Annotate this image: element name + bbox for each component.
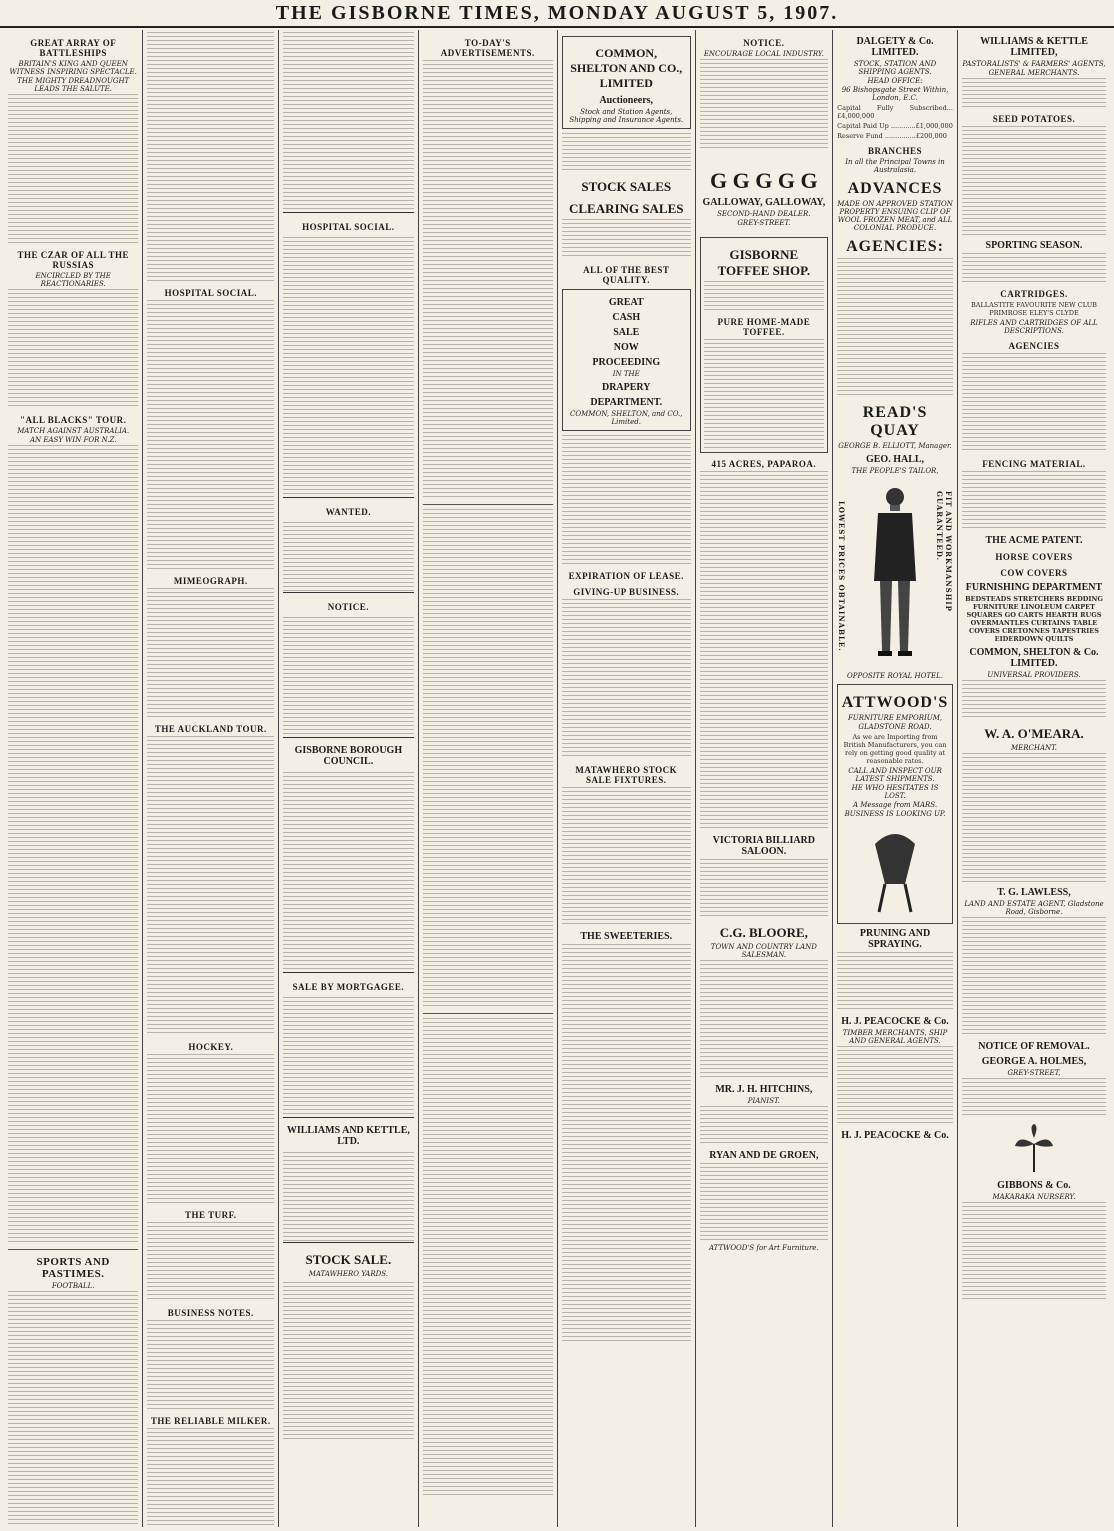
peacocke-name: H. J. PEACOCKE & Co. — [841, 1016, 949, 1027]
agencies-list — [962, 353, 1106, 453]
headline-all-blacks: "ALL BLACKS" TOUR. — [19, 415, 127, 425]
column-3 — [279, 30, 418, 1527]
common-shelton-ad — [562, 36, 691, 129]
column-5 — [558, 30, 696, 1527]
rifles-cartridges: RIFLES AND CARTRIDGES OF ALL DESCRIPTIONS. — [970, 319, 1098, 335]
universal-providers: UNIVERSAL PROVIDERS. — [987, 671, 1081, 679]
column-7 — [833, 30, 958, 1527]
article-text — [962, 78, 1106, 108]
article-text — [962, 253, 1106, 283]
galloway-g-letters: G G G G G — [710, 168, 818, 193]
article-text — [8, 1291, 138, 1527]
hesitates-lost: HE WHO HESITATES IS LOST. — [851, 784, 939, 800]
head-office-label: HEAD OFFICE: — [867, 77, 923, 85]
headline-borough-council: GISBORNE BOROUGH COUNCIL. — [294, 745, 403, 767]
article-text — [962, 471, 1106, 531]
general-merchants: GENERAL MERCHANTS. — [988, 69, 1080, 77]
agencies-list — [837, 258, 953, 398]
column-4 — [419, 30, 558, 1527]
headline-giving-up: GIVING-UP BUSINESS. — [573, 587, 680, 597]
sale-label: SALE — [613, 327, 640, 338]
cash-sale-ad — [562, 289, 691, 431]
hitchins-name: MR. J. H. HITCHINS, — [715, 1084, 813, 1095]
cartridge-brands: BALLASTITE FAVOURITE NEW CLUB PRIMROSE ELEY'S CLYDE — [970, 301, 1097, 317]
subhead-matawhero-yards: MATAWHERO YARDS. — [308, 1270, 389, 1278]
gladstone-road: GLADSTONE ROAD. — [858, 723, 932, 731]
fencing-material: FENCING MATERIAL. — [982, 459, 1086, 469]
headline-mimeograph: MIMEOGRAPH. — [173, 576, 248, 586]
dalgety-trade: STOCK, STATION AND SHIPPING AGENTS. — [853, 60, 937, 76]
cash-label: CASH — [612, 312, 641, 323]
article-text — [962, 917, 1106, 1037]
article-text — [283, 997, 413, 1117]
headline-best-quality: ALL OF THE BEST QUALITY. — [583, 265, 670, 285]
opposite-royal-hotel: OPPOSITE ROYAL HOTEL. — [847, 672, 944, 680]
headline-hospital-social: HOSPITAL SOCIAL. — [164, 288, 257, 298]
article-text — [700, 59, 829, 149]
article-text — [8, 94, 138, 244]
headline-todays-ads: TO-DAY'S ADVERTISEMENTS. — [440, 38, 535, 58]
headline-reliable-milker: THE RELIABLE MILKER. — [150, 1416, 271, 1426]
lawless-name: T. G. LAWLESS, — [997, 887, 1071, 898]
cow-covers: COW COVERS — [1000, 568, 1068, 578]
headline-auckland-tour: THE AUCKLAND TOUR. — [154, 724, 267, 734]
furniture-emporium: FURNITURE EMPORIUM, — [847, 714, 943, 722]
article-text — [837, 1046, 953, 1126]
article-text — [283, 237, 413, 497]
billiard-saloon: VICTORIA BILLIARD SALOON. — [712, 835, 815, 857]
article-text — [147, 32, 274, 282]
article-text — [837, 952, 953, 1012]
galloway-trade: SECOND-HAND DEALER. — [717, 210, 811, 218]
article-text — [700, 1163, 829, 1243]
article-text — [283, 1152, 413, 1242]
inspect-shipments: CALL AND INSPECT OUR LATEST SHIPMENTS. — [848, 767, 942, 783]
headline-notice: NOTICE. — [327, 602, 369, 612]
headline-paparoa: 415 ACRES, PAPAROA. — [711, 459, 817, 469]
columns — [4, 30, 1110, 1527]
business-looking-up: BUSINESS IS LOOKING UP. — [844, 810, 946, 818]
headline-sweeteries: THE SWEETERIES. — [580, 931, 673, 942]
column-8 — [958, 30, 1110, 1527]
proceeding-label: PROCEEDING — [592, 357, 661, 368]
sporting-season: SPORTING SEASON. — [985, 240, 1083, 251]
classified-ads — [423, 60, 553, 500]
company-name: COMMON, SHELTON AND CO., LIMITED — [570, 46, 683, 90]
branches-text: In all the Principal Towns in Australasia. — [845, 158, 945, 174]
headline-hospital-social-2: HOSPITAL SOCIAL. — [302, 222, 395, 232]
headline-matawhero-fixtures: MATAWHERO STOCK SALE FIXTURES. — [575, 765, 678, 785]
article-text — [283, 1282, 413, 1442]
subhead-king-queen: BRITAIN'S KING AND QUEEN WITNESS INSPIRING SPECTACLE. — [9, 60, 137, 76]
article-text — [147, 736, 274, 1036]
makaraka-nursery: MAKARAKA NURSERY. — [992, 1193, 1076, 1201]
attwoods-ad — [837, 684, 953, 924]
reserve-fund: Reserve Fund ...............£200,000 — [837, 132, 947, 140]
galloway-name: GALLOWAY, GALLOWAY, — [702, 197, 826, 208]
common-shelton-8: COMMON, SHELTON & Co. LIMITED. — [969, 647, 1099, 669]
headline-stock-sale: STOCK SALE. — [305, 1252, 392, 1267]
article-text — [700, 1106, 829, 1146]
hitchins-trade: PIANIST. — [747, 1097, 780, 1105]
attwoods-name: ATTWOOD'S — [841, 694, 949, 711]
williams-kettle-name: WILLIAMS & KETTLE LIMITED, — [980, 36, 1088, 58]
pruning-spraying: PRUNING AND SPRAYING. — [859, 928, 931, 950]
article-text — [704, 281, 825, 311]
in-the-label: IN THE — [612, 370, 640, 378]
column-2 — [143, 30, 279, 1527]
bloore-trade: TOWN AND COUNTRY LAND SALESMAN. — [710, 943, 817, 959]
divider — [423, 1013, 553, 1014]
subhead-easy-win: AN EASY WIN FOR N.Z. — [29, 436, 117, 444]
cartridges: CARTRIDGES. — [1000, 289, 1068, 299]
article-text — [8, 445, 138, 1245]
agents-label: Stock and Station Agents, Shipping and Insurance Agents. — [569, 108, 684, 124]
article-text — [562, 599, 691, 759]
article-text — [562, 787, 691, 927]
grey-street: GREY-STREET, — [1007, 1069, 1061, 1077]
holmes-name: GEORGE A. HOLMES, — [981, 1056, 1087, 1067]
lowest-prices-vertical: LOWEST PRICES OBTAINABLE. — [837, 501, 847, 652]
peacocke-trade: TIMBER MERCHANTS, SHIP AND GENERAL AGENTS. — [842, 1029, 948, 1045]
attwoods-art-furniture: ATTWOOD'S for Art Furniture. — [708, 1244, 819, 1252]
article-text — [8, 289, 138, 409]
article-text — [700, 471, 829, 831]
importing-text: As we are Importing from British Manufacturers, you can rely on getting good quality at reasonable rates. — [843, 733, 947, 765]
article-text — [562, 944, 691, 1344]
fit-guaranteed-vertical: FIT AND WORKMANSHIP GUARANTEED. — [934, 491, 953, 612]
manager-name: GEORGE B. ELLIOTT, Manager. — [838, 442, 952, 450]
column-1 — [4, 30, 143, 1527]
capital-subscribed: Capital Fully Subscribed...£4,000,000 — [837, 104, 953, 120]
auctioneers-label: Auctioneers, — [599, 95, 654, 106]
subhead-football: FOOTBALL. — [51, 1282, 95, 1290]
article-text — [283, 772, 413, 972]
article-text — [562, 133, 691, 173]
figure-illustration-icon — [865, 824, 925, 914]
article-text — [962, 753, 1106, 883]
headline-business-notes: BUSINESS NOTES. — [167, 1308, 254, 1318]
headline-wanted: WANTED. — [325, 507, 371, 517]
subhead-reactionaries: ENCIRCLED BY THE REACTIONARIES. — [35, 272, 111, 288]
seed-potatoes: SEED POTATOES. — [992, 114, 1076, 124]
subhead-dreadnought: THE MIGHTY DREADNOUGHT LEADS THE SALUTE. — [17, 77, 130, 93]
article-text — [962, 680, 1106, 720]
great-label: GREAT — [608, 297, 644, 308]
newspaper-title: THE GISBORNE TIMES, MONDAY AUGUST 5, 1907. — [275, 1, 839, 24]
article-text — [962, 126, 1106, 236]
article-text — [700, 960, 829, 1080]
headline-hockey: HOCKEY. — [188, 1042, 234, 1052]
column-6 — [696, 30, 834, 1527]
gentleman-figure-icon — [860, 481, 930, 661]
headline-clearing-sales: CLEARING SALES — [569, 201, 684, 216]
headline-stock-sales: STOCK SALES — [581, 179, 672, 194]
message-mars: A Message from MARS. — [852, 801, 938, 809]
department-label: DEPARTMENT. — [590, 397, 663, 408]
dalgety-name: DALGETY & Co. LIMITED. — [856, 36, 934, 58]
headline-expiration-lease: EXPIRATION OF LEASE. — [568, 571, 684, 581]
peoples-tailor: THE PEOPLE'S TAILOR, — [851, 467, 939, 475]
advances-heading: ADVANCES — [847, 180, 943, 197]
drapery-label: DRAPERY — [601, 382, 651, 393]
toffee-shop-name: GISBORNE TOFFEE SHOP. — [717, 247, 811, 278]
gibbons-name: GIBBONS & Co. — [997, 1180, 1071, 1191]
now-label: NOW — [613, 342, 639, 353]
article-text — [147, 1428, 274, 1527]
notice-of-removal: NOTICE OF REMOVAL. — [978, 1041, 1090, 1052]
article-text — [704, 339, 825, 449]
article-text — [147, 1320, 274, 1410]
galloway-street: GREY-STREET. — [737, 219, 791, 227]
furnishing-list: BEDSTEADS STRETCHERS BEDDING FURNITURE LINOLEUM CARPET SQUARES GO CARTS HEARTH RUGS OVERMANTLES CURTAINS TABLE COVERS CRETONNES TAPESTRIES EIDERDOWN QUILTS — [965, 595, 1103, 643]
branches-label: BRANCHES — [868, 146, 923, 156]
article-text — [562, 435, 691, 565]
article-text — [283, 32, 413, 212]
acme-patent: THE ACME PATENT. — [985, 535, 1083, 546]
capital-paid: Capital Paid Up ............£1,000,000 — [837, 122, 953, 130]
headline-czar: THE CZAR OF ALL THE RUSSIAS — [17, 250, 129, 270]
pastoralists-agents: PASTORALISTS' & FARMERS' AGENTS, — [962, 60, 1106, 68]
article-text — [147, 588, 274, 718]
lawless-trade: LAND AND ESTATE AGENT, Gladstone Road, Gisborne. — [964, 900, 1104, 916]
headline-notice-6: NOTICE. — [743, 38, 785, 48]
furnishing-department: FURNISHING DEPARTMENT — [965, 582, 1103, 593]
headline-turf: THE TURF. — [185, 1210, 237, 1220]
article-text — [283, 522, 413, 592]
plant-illustration-icon — [1009, 1124, 1059, 1174]
article-text — [147, 1054, 274, 1204]
agencies-heading: AGENCIES: — [846, 238, 944, 255]
omeara-name: W. A. O'MEARA. — [984, 726, 1084, 741]
headline-sports: SPORTS AND PASTIMES. — [36, 1256, 110, 1280]
company-signature: COMMON, SHELTON, and CO., Limited. — [570, 410, 683, 426]
toffee-shop-ad — [700, 237, 829, 453]
peacocke-name-2: H. J. PEACOCKE & Co. — [841, 1130, 949, 1141]
pure-toffee-label: PURE HOME-MADE TOFFEE. — [717, 317, 811, 337]
merchant-label: MERCHANT. — [1010, 744, 1057, 752]
article-text — [700, 859, 829, 919]
divider — [8, 1249, 138, 1250]
geo-hall-name: GEO. HALL, — [865, 454, 925, 465]
article-text — [283, 617, 413, 737]
advances-text: MADE ON APPROVED STATION PROPERTY ENSUING CLIP OF WOOL FROZEN MEAT, and ALL COLONIAL PRODUCE. — [837, 200, 953, 232]
ryan-degroen: RYAN AND DE GROEN, — [709, 1150, 819, 1161]
head-office-address: 96 Bishopsgate Street Within, London, E.C. — [841, 86, 949, 102]
article-text — [147, 300, 274, 570]
masthead — [0, 0, 1114, 28]
article-text — [562, 219, 691, 259]
horse-covers: HORSE COVERS — [995, 552, 1073, 562]
article-text — [962, 1202, 1106, 1302]
article-text — [962, 1078, 1106, 1118]
divider — [423, 504, 553, 505]
tailor-figure-block — [837, 481, 953, 671]
bloore-name: C.G. BLOORE, — [719, 925, 808, 940]
headline-battleships: GREAT ARRAY OF BATTLESHIPS — [30, 38, 117, 58]
headline-williams-kettle: WILLIAMS AND KETTLE, LTD. — [286, 1125, 410, 1147]
reads-quay: READ'S QUAY — [862, 404, 928, 439]
headline-sale-mortgagee: SALE BY MORTGAGEE. — [292, 982, 405, 992]
classified-ads — [423, 1018, 553, 1498]
article-text — [147, 1222, 274, 1302]
subhead-local-industry: ENCOURAGE LOCAL INDUSTRY. — [703, 50, 824, 58]
agencies-8: AGENCIES — [1008, 341, 1060, 351]
subhead-australia-match: MATCH AGAINST AUSTRALIA. — [17, 427, 130, 435]
classified-ads — [423, 509, 553, 1009]
